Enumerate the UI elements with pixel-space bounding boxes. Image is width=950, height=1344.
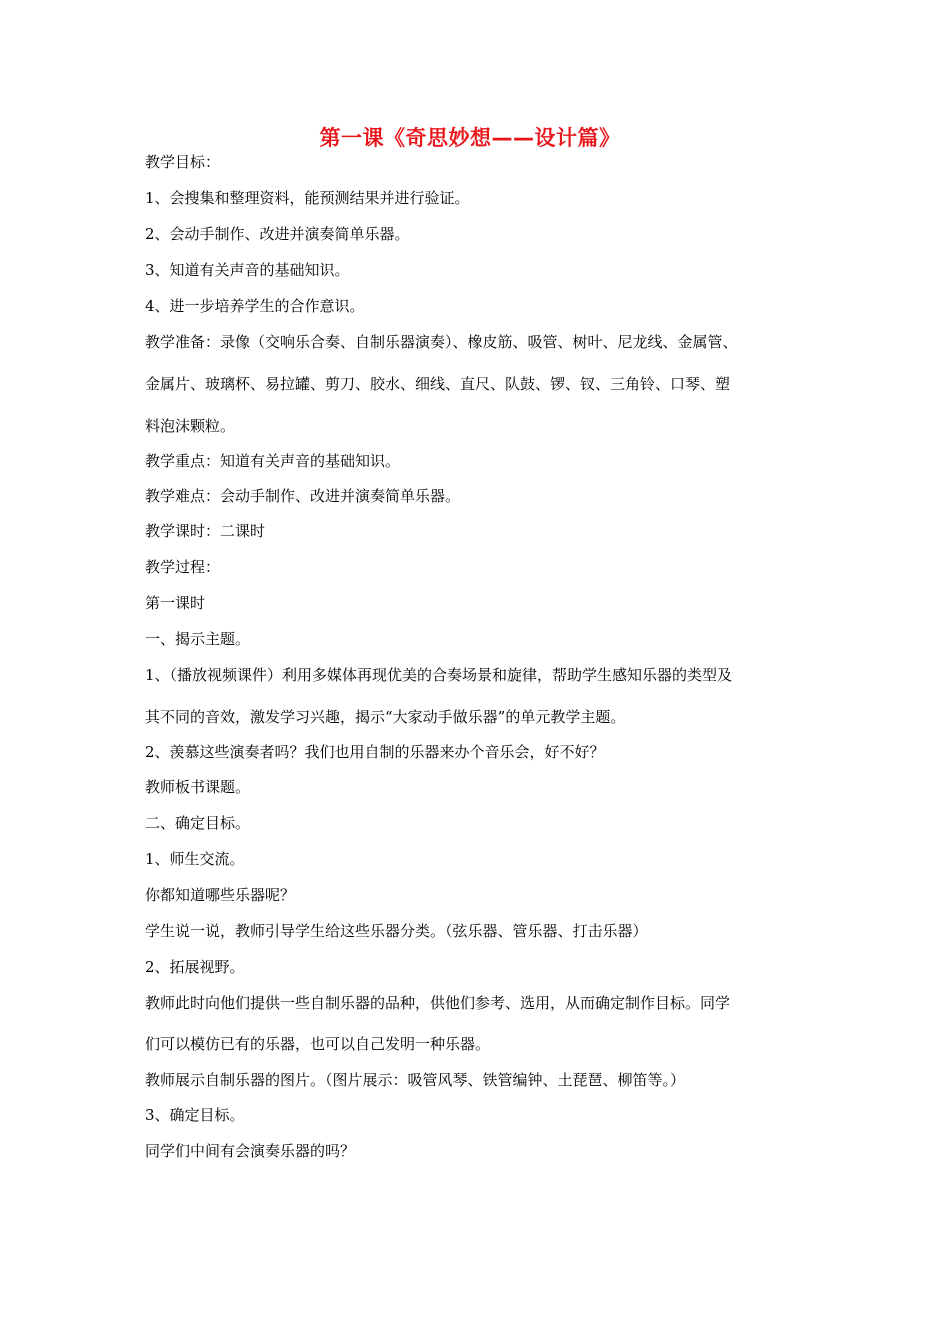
text-line: 二、确定目标。	[145, 814, 251, 832]
text-line: 教学过程：	[145, 558, 221, 576]
text-line: 教师此时向他们提供一些自制乐器的品种，供他们参考、选用，从而确定制作目标。同学	[145, 994, 731, 1012]
text-line: 教师板书课题。	[145, 778, 251, 796]
text-line: 1、师生交流。	[145, 850, 245, 868]
text-line: 金属片、玻璃杯、易拉罐、剪刀、胶水、细线、直尺、队鼓、锣、钗、三角铃、口琴、塑	[145, 375, 731, 393]
text-line: 教学重点：知道有关声音的基础知识。	[145, 452, 401, 470]
text-line: 一、揭示主题。	[145, 630, 251, 648]
text-line: 教学课时：二课时	[145, 522, 266, 540]
text-line: 学生说一说，教师引导学生给这些乐器分类。（弦乐器、管乐器、打击乐器）	[145, 922, 648, 940]
text-line: 1、会搜集和整理资料，能预测结果并进行验证。	[145, 189, 470, 207]
text-line: 2、会动手制作、改进并演奏简单乐器。	[145, 225, 410, 243]
text-line: 3、确定目标。	[145, 1106, 245, 1124]
text-line: 教学目标：	[145, 153, 221, 171]
text-line: 教学准备：录像（交响乐合奏、自制乐器演奏）、橡皮筋、吸管、树叶、尼龙线、金属管、	[145, 333, 738, 351]
text-line: 其不同的音效，激发学习兴趣，揭示“大家动手做乐器”的单元教学主题。	[145, 708, 626, 726]
text-line: 2、羡慕这些演奏者吗？我们也用自制的乐器来办个音乐会，好不好？	[145, 743, 605, 761]
document-title: 第一课《奇思妙想——设计篇》	[319, 126, 621, 150]
text-line: 1、（播放视频课件）利用多媒体再现优美的合奏场景和旋律，帮助学生感知乐器的类型及	[145, 666, 733, 684]
text-line: 2、拓展视野。	[145, 958, 245, 976]
text-line: 你都知道哪些乐器呢？	[145, 886, 296, 904]
text-line: 教学难点：会动手制作、改进并演奏简单乐器。	[145, 487, 461, 505]
text-line: 教师展示自制乐器的图片。（图片展示：吸管风琴、铁管编钟、土琵琶、柳笛等。）	[145, 1071, 686, 1089]
text-line: 4、进一步培养学生的合作意识。	[145, 297, 365, 315]
text-line: 料泡沫颗粒。	[145, 417, 236, 435]
text-line: 第一课时	[145, 594, 206, 612]
text-line: 们可以模仿已有的乐器，也可以自己发明一种乐器。	[145, 1035, 491, 1053]
text-line: 同学们中间有会演奏乐器的吗？	[145, 1142, 356, 1160]
text-line: 3、知道有关声音的基础知识。	[145, 261, 350, 279]
